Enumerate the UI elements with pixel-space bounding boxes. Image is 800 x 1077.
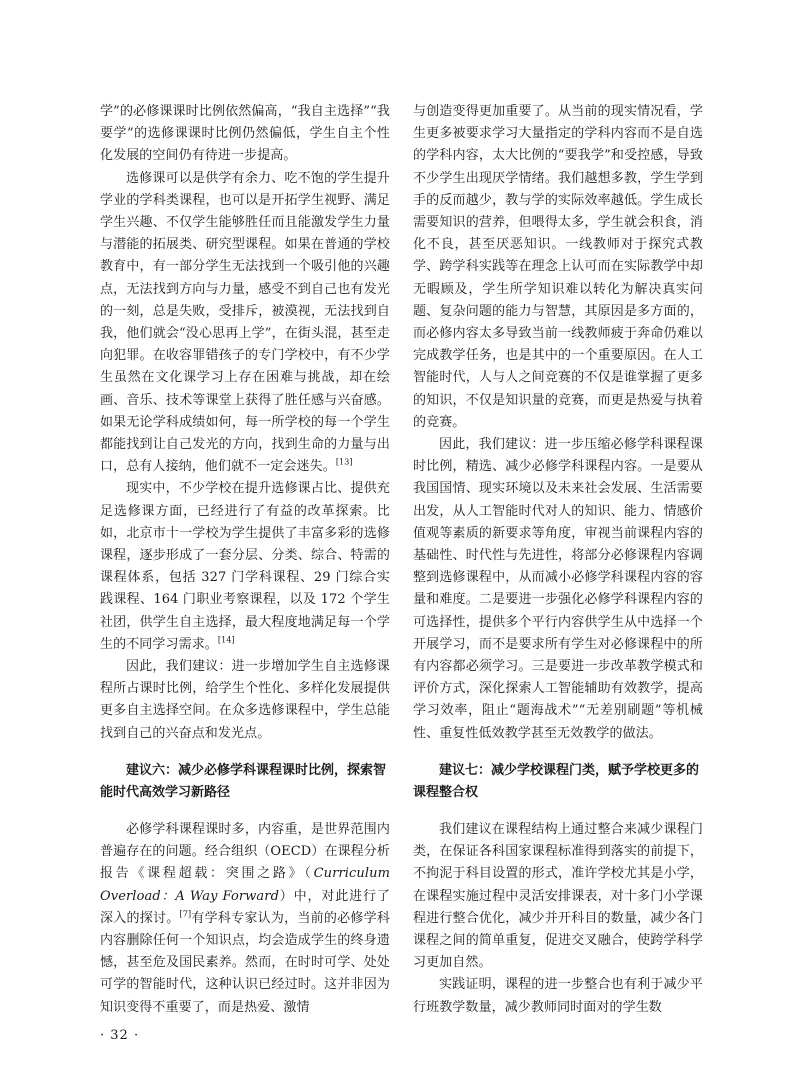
report-title-latin: Curriculum Overload：A Way Forward	[100, 866, 390, 904]
paragraph-text: 必修学科课程课时多，内容重，是世界范围内普遍存在的问题。经合组织（OECD）在课程分析报告《课程超载：突围之路》（	[100, 821, 390, 882]
paragraph-oecd	[100, 819, 390, 1019]
paragraph-text: 选修课可以是供学有余力、吃不饱的学生提升学业的学科类课程，也可以是开拓学生视野、满足学生兴趣、不仅学生能够胜任而且能激发学生力量与潜能的拓展类、研究型课程。如果在普通的学校教育中，有一部分学生无法找到一个吸引他的兴趣点，无法找到方向与力量，感受不到自己也有发光的一刻，总是失败，受排斥，被漠视，无法找到自我，他们就会“没心思再上学”，在街头混，甚至走向犯罪。在收容罪错孩子的专门学校中，有不少学生虽然在文化课学习上存在困难与挑战，却在绘画、音乐、技术等课堂上获得了胜任感与兴奋感。如果无论学科成绩如何，每一所学校的每一个学生都能找到让自己发光的方向，找到生命的力量与出口，总有人接纳，他们就不一定会迷失。	[100, 170, 390, 475]
section-heading-6: 建议六：减少必修学科课程课时比例，探索智能时代高效学习新路径	[100, 762, 387, 800]
citation-ref: [7]	[179, 909, 192, 919]
paragraph-practice: 实践证明，课程的进一步整合也有利于减少平行班教学数量，减少教师同时面对的学生数	[413, 977, 703, 1015]
paragraph-electives-purpose	[100, 168, 390, 479]
paragraph-recommendation: 因此，我们建议：进一步增加学生自主选修课程所占课时比例，给学生个性化、多样化发展提供更多自主选择空间。在众多选修课程中，学生总能找到自己的兴奋点和发光点。	[100, 659, 390, 741]
paragraph-text: 有学科专家认为，当前的必修学科内容删除任何一个知识点，均会造成学生的终身遗憾，甚至危及国民素养。然而，在时时可学、处处可学的智能时代，这种认识已经过时。这并非因为知识变得不重要了，而是热爱、激情	[100, 910, 390, 1015]
paragraph-continuation: 与创造变得更加重要了。从当前的现实情况看，学生更多被要求学习大量指定的学科内容而不是自选的学科内容，太大比例的“要我学”和受控感，导致不少学生出现厌学情绪。我们越想多教，学生学到手的反而越少，教与学的实际效率越低。学生成长需要知识的营养，但喂得太多，学生就会积食，消化不良，甚至厌恶知识。一线教师对于探究式教学、跨学科实践等在理念上认可而在实际教学中却无暇顾及，学生所学知识难以转化为解决真实问题、复杂问题的能力与智慧，其原因是多方面的，而必修内容太多导致当前一线教师疲于奔命仍难以完成教学任务，也是其中的一个重要原因。在人工智能时代，人与人之间竞赛的不仅是谁掌握了更多的知识，不仅是知识量的竞赛，而更是热爱与执着的竞赛。	[413, 104, 703, 430]
paragraph-recommendation: 因此，我们建议：进一步压缩必修学科课程课时比例，精选、减少必修学科课程内容。一是要从我国国情、现实环境以及未来社会发展、生活需要出发，从人工智能时代对人的知识、能力、情感价值观等素质的新要求等角度，审视当前课程内容的基础性、时代性与先进性，将部分必修课程内容调整到选修课程中，从而减小必修学科课程内容的容量和难度。二是要进一步强化必修学科课程内容的可选择性，提供多个平行内容供学生从中选择一个开展学习，而不是要求所有学生对必修课程中的所有内容都必须学习。三是要进一步改革教学模式和评价方式，深化探索人工智能辅助有效教学，提高学习效率，阻止“题海战术”“无差别刷题”等机械性、重复性低效教学甚至无效教学的做法。	[413, 437, 703, 741]
paragraph-text: 现实中，不少学校在提升选修课占比、提供充足选修课方面，已经进行了有益的改革探索。比如，北京市十一学校为学生提供了丰富多彩的选修课程，逐步形成了一套分层、分类、综合、特需的课程体系，包括 327 门学科课程、29 门综合实践课程、164 门职业考察课程，以及 172 个学生社团，供学生自主选择，最大程度地满足每一个学生的不同学习需求。	[100, 481, 390, 652]
paragraph-integration: 我们建议在课程结构上通过整合来减少课程门类，在保证各科国家课程标准得到落实的前提下，不拘泥于科目设置的形式，准许学校尤其是小学，在课程实施过程中灵活安排课表，对十多门小学课程进行整合优化，减少并开科目的数量，减少各门课程之间的简单重复，促进交叉融合，使跨学科学习更加自然。	[413, 821, 703, 971]
paragraph-school-example	[100, 478, 390, 656]
paragraph-continuation: 学”的必修课课时比例依然偏高，“我自主选择”“我要学”的选修课课时比例仍然偏低，学生自主个性化发展的空间仍有待进一步提高。	[100, 104, 390, 164]
citation-ref: [13]	[335, 457, 353, 467]
left-column	[100, 101, 390, 1019]
paragraph-text: ）中，对此进行了深入的探讨。	[100, 888, 390, 926]
page-number: · 32 ·	[100, 1028, 140, 1043]
right-column	[413, 101, 703, 1019]
section-heading-7: 建议七：减少学校课程门类，赋予学校更多的课程整合权	[413, 762, 700, 800]
citation-ref: [14]	[217, 635, 235, 645]
